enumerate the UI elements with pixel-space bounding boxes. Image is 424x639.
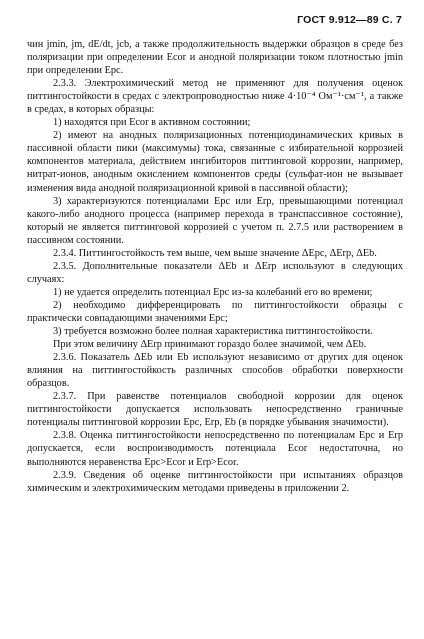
paragraph-2-3-6: 2.3.6. Показатель ΔEb или Eb используют независимо от других для оценок влияния на питтингостойкость различных способов обработки поверхности образцов.	[27, 352, 403, 390]
paragraph-2-3-8: 2.3.8. Оценка питтингостойкости непосредственно по потенциалам Epc и Erp допускается, если воспроизводимость потенциала Ecor недостаточна, но выполняются неравенства Epc>Ecor и Erp>Ecor.	[27, 430, 403, 468]
list-item-1: 1) находятся при Ecor в активном состоянии;	[53, 117, 251, 129]
paragraph-2-3-3: 2.3.3. Электрохимический метод не применяют для получения оценок питтингостойкости в средах с электропроводностью ниже 4·10⁻⁴ Ом⁻¹·см⁻¹, а также в средах, в которых образцы:	[27, 78, 403, 116]
paragraph-2-3-7: 2.3.7. При равенстве потенциалов свободной коррозии для оценок питтингостойкости допускается использовать непосредственно граничные потенциалы питтинговой коррозии Epc, Erp, Eb (в порядке убывания значимости).	[27, 391, 403, 429]
document-body	[27, 38, 403, 495]
paragraph-continuation: чин jmin, jm, dE/dt, jcb, а также продолжительность выдержки образцов в среде без поляризации при определении Ecor и анодной поляризации током плотностью jmin при определении Epc.	[27, 39, 403, 77]
list-item-1b: 1) не удается определить потенциал Epc из-за колебаний его во времени;	[53, 286, 373, 298]
paragraph-note: При этом величину ΔErp принимают гораздо более значимой, чем ΔEb.	[53, 339, 367, 351]
list-item-3: 3) характеризуются потенциалами Epc или Erp, превышающими потенциал какого-либо анодного процесса (например перехода в транспассивное состояние), который не является питтинговой коррозией с учетом п. 2.7.5 или растворением в пассивном состоянии.	[27, 195, 403, 246]
list-item-3b: 3) требуется возможно более полная характеристика питтингостойкости.	[53, 326, 373, 338]
page-header: ГОСТ 9.912—89 С. 7	[297, 14, 402, 26]
paragraph-2-3-5: 2.3.5. Дополнительные показатели ΔEb и ΔErp используют в следующих случаях:	[27, 260, 403, 285]
paragraph-2-3-9: 2.3.9. Сведения об оценке питтингостойкости при испытаниях образцов химическим и электрохимическим методами приведены в приложении 2.	[27, 469, 403, 494]
list-item-2b: 2) необходимо дифференцировать по питтингостойкости образцы с практически совпадающими значениями Epc;	[27, 299, 403, 324]
list-item-2: 2) имеют на анодных поляризационных потенциодинамических кривых в пассивной области пики (максимумы) тока, связанные с избирательной коррозией компонентов материала, действием ингибиторов питтинговой коррозии, например, нитрат-ионов, анодным окислением компонентов среды (сульфат-ион не вызывает изменения вида анодной поляризационной кривой в пассивной области);	[27, 130, 403, 194]
paragraph-2-3-4: 2.3.4. Питтингостойкость тем выше, чем выше значение ΔEpc, ΔErp, ΔEb.	[53, 247, 377, 259]
